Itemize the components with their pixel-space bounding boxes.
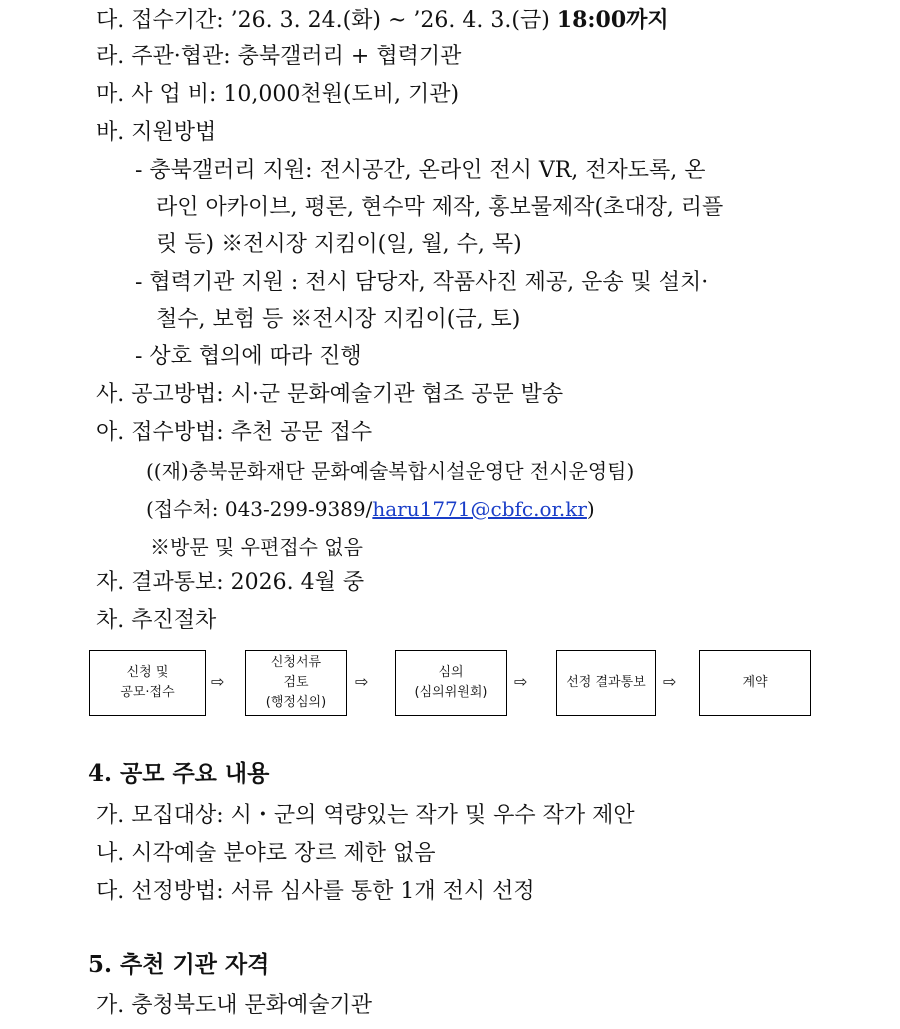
flow-step-result-notice: 선정 결과통보: [556, 650, 656, 716]
section4-genre: 나. 시각예술 분야로 장르 제한 없음: [96, 841, 436, 866]
deadline-time: 18:00까지: [556, 7, 669, 33]
flow-arrow-icon: ⇨: [514, 672, 528, 691]
flow-step-apply: 신청 및 공모·접수: [89, 650, 206, 716]
flow-step-contract: 계약: [699, 650, 811, 716]
reception-note: ※방문 및 우편접수 없음: [150, 535, 363, 559]
flow-arrow-icon: ⇨: [211, 672, 225, 691]
procedure-heading: 차. 추진절차: [96, 608, 217, 633]
support-partner-line2: 철수, 보험 등 ※전시장 지킴이(금, 토): [156, 307, 521, 332]
reception-contact: (접수처: 043-299-9389/haru1771@cbfc.or.kr): [146, 497, 595, 521]
flow-step-deliberation: 심의 (심의위원회): [395, 650, 507, 716]
support-gallery-line2: 라인 아카이브, 평론, 현수막 제작, 홍보물제작(초대장, 리플: [156, 195, 724, 220]
flow-step-review: 신청서류 검토 (행정심의): [245, 650, 347, 716]
result-notice: 자. 결과통보: 2026. 4월 중: [96, 570, 365, 595]
reception-team: ((재)충북문화재단 문화예술복합시설운영단 전시운영팀): [146, 459, 635, 483]
contact-email-link[interactable]: haru1771@cbfc.or.kr: [372, 497, 587, 521]
support-method-heading: 바. 지원방법: [96, 120, 217, 145]
section4-selection: 다. 선정방법: 서류 심사를 통한 1개 전시 선정: [96, 879, 535, 904]
section5-title: 5. 추천 기관 자격: [88, 951, 270, 978]
support-mutual-line: - 상호 협의에 따라 진행: [135, 344, 362, 369]
reception-method: 아. 접수방법: 추천 공문 접수: [96, 420, 373, 445]
budget-line: 마. 사 업 비: 10,000천원(도비, 기관): [96, 82, 460, 107]
flow-arrow-icon: ⇨: [663, 672, 677, 691]
support-gallery-line1: - 충북갤러리 지원: 전시공간, 온라인 전시 VR, 전자도록, 온: [135, 158, 706, 183]
section5-qualification: 가. 충청북도내 문화예술기관: [96, 993, 373, 1018]
application-period: 다. 접수기간: ’26. 3. 24.(화) ~ ’26. 4. 3.(금) 18:00까지: [96, 7, 669, 33]
section4-title: 4. 공모 주요 내용: [88, 760, 270, 787]
organizer-line: 라. 주관·협관: 충북갤러리 + 협력기관: [96, 44, 462, 69]
announcement-method: 사. 공고방법: 시·군 문화예술기관 협조 공문 발송: [96, 382, 564, 407]
support-partner-line1: - 협력기관 지원 : 전시 담당자, 작품사진 제공, 운송 및 설치·: [135, 270, 709, 295]
section4-target: 가. 모집대상: 시・군의 역량있는 작가 및 우수 작가 제안: [96, 803, 635, 828]
support-gallery-line3: 릿 등) ※전시장 지킴이(일, 월, 수, 목): [156, 232, 522, 257]
flow-arrow-icon: ⇨: [355, 672, 369, 691]
